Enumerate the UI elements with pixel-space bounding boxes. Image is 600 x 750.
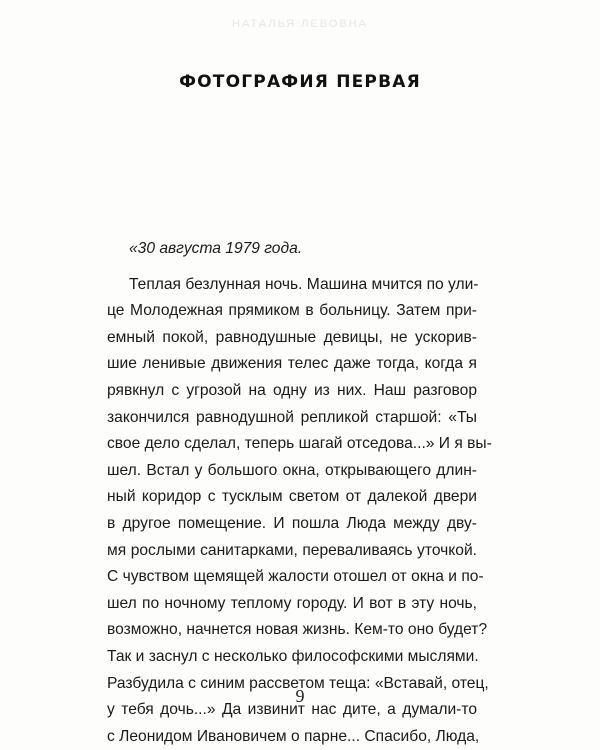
text-line: свое дело сделал, теперь шагай отседова...» И я вы- bbox=[107, 435, 492, 453]
text-line: ный коридор с тусклым светом от далекой двери bbox=[107, 488, 477, 506]
page-number: 9 bbox=[295, 686, 305, 706]
text-line: с Леонидом Ивановичем о парне... Спасибо, Люда, bbox=[107, 727, 480, 745]
text-line: С чувством щемящей жалости отошел от окна и по- bbox=[107, 568, 484, 586]
text-line: у тебя дочь...» Да извинит нас дите, а думали-то bbox=[107, 701, 477, 719]
date-line: «30 августа 1979 года. bbox=[129, 240, 303, 257]
text-line: рявкнул с угрозой на одну из них. Наш разговор bbox=[107, 381, 477, 399]
body-text bbox=[107, 236, 492, 750]
text-line: Так и заснул с несколько философскими мыслями. bbox=[107, 647, 479, 665]
paragraph-gap bbox=[107, 263, 477, 272]
text-line: закончился равнодушной репликой старшой: «Ты bbox=[107, 408, 477, 426]
text-line: возможно, начнется новая жизнь. Кем-то оно будет? bbox=[107, 621, 488, 639]
chapter-title: ФОТОГРАФИЯ ПЕРВАЯ bbox=[179, 72, 421, 92]
text-line: це Молодежная прямиком в больницу. Затем при- bbox=[107, 302, 477, 320]
running-header-bleedthrough: НАТАЛЬЯ ЛЕВОВНА bbox=[232, 18, 368, 30]
text-line: шел по ночному теплому городу. И вот в эту ночь, bbox=[107, 594, 477, 612]
text-line: Теплая безлунная ночь. Машина мчится по ули- bbox=[129, 275, 479, 293]
text-line: шел. Встал у большого окна, открывающего длин- bbox=[107, 461, 477, 479]
text-line: Разбудила с синим рассветом теща: «Вставай, отец, bbox=[107, 674, 489, 692]
text-line: шие ленивые движения телес даже тогда, когда я bbox=[107, 355, 477, 373]
text-line: мя рослыми санитарками, переваливаясь уточкой. bbox=[107, 541, 477, 559]
text-line: емный покой, равнодушные девицы, не ускорив- bbox=[107, 328, 477, 346]
text-line: в другое помещение. И пошла Люда между дву- bbox=[107, 514, 477, 532]
